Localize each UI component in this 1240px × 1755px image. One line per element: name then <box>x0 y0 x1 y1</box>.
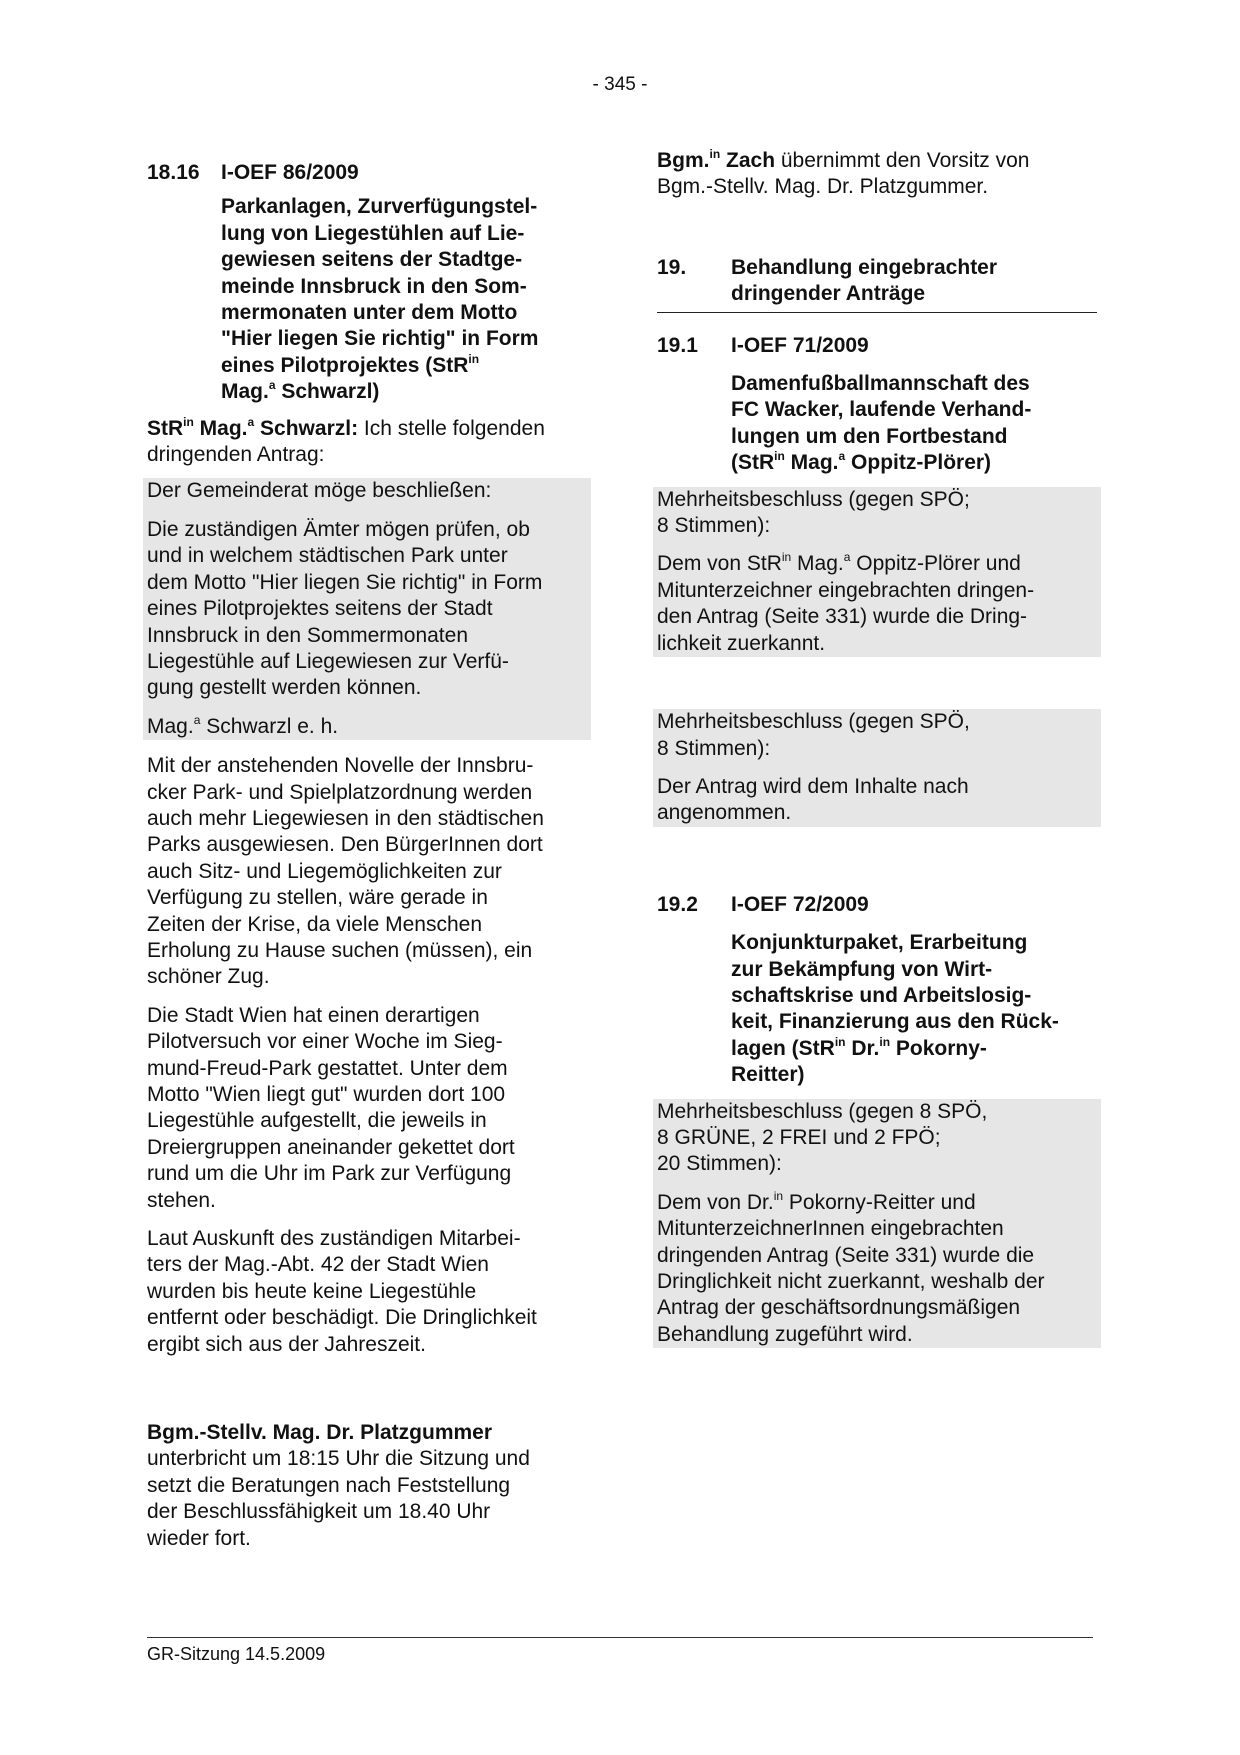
chair-change-note: Bgm.$^{in}$ Zach übernimmt den Vorsitz von Bgm.-Stellv. Mag. Dr. Platzgummer. <box>657 147 1030 199</box>
section-title: dringender Anträge <box>731 282 926 306</box>
section-id: I-OEF 72/2009 <box>731 892 869 916</box>
section-19-2-heading <box>657 892 1097 918</box>
title-line: lung von Liegestühlen auf Lie- <box>221 221 525 245</box>
title-line: gewiesen seitens der Stadtge- <box>221 248 523 272</box>
justification-paragraph-3: Laut Auskunft des zuständigen Mitarbei- ters der Mag.-Abt. 42 der Stadt Wien wurden bis heute keine Liegestühle entfernt oder beschädigt. Die Dringlichkeit ergibt sich aus der Jahreszeit. <box>147 1227 537 1356</box>
footer-text: GR-Sitzung 14.5.2009 <box>147 1644 326 1664</box>
title-line: Mag.$^a$ Schwarzl) <box>221 378 380 404</box>
section-number: 19.1 <box>657 333 698 357</box>
title-line: Parkanlagen, Zurverfügungstel- <box>221 195 538 219</box>
motion-text: Die zuständigen Ämter mögen prüfen, ob und in welchem städtischen Park unter dem Motto "Hier liegen Sie richtig" in Form eines Pilotprojektes seitens der Stadt Innsbruck in den Sommermonaten Liegestühle auf Liegewiesen zur Verfü- gung gestellt werden können. <box>147 517 543 700</box>
motion-lead: Der Gemeinderat möge beschließen: <box>147 479 492 503</box>
vote-result: Mehrheitsbeschluss (gegen SPÖ, 8 Stimmen): <box>657 710 970 760</box>
section-19-heading <box>657 255 1097 313</box>
left-column <box>147 160 587 1552</box>
section-18-16-title <box>147 194 587 405</box>
section-19-1-title: Damenfußballmannschaft des FC Wacker, laufende Verhand- lungen um den Fortbestand (StR$^{in}$ Mag.$^a$ Oppitz-Plörer) <box>731 372 1032 475</box>
justification-paragraph-1: Mit der anstehenden Novelle der Innsbru- cker Park- und Spielplatzordnung werden auch mehr Liegewiesen in den städtischen Parks ausgewiesen. Den BürgerInnen dort auch Sitz- und Liegemöglichkeiten zur Verfügung zu stellen, wäre gerade in Zeiten der Krise, da viele Menschen Erholung zu Hause suchen (müssen), ein schöner Zug. <box>147 754 544 989</box>
resolution-box-urgency <box>653 487 1101 657</box>
title-line: eines Pilotprojektes (StR$^{in}$ <box>221 351 480 377</box>
section-number: 19. <box>657 255 687 279</box>
section-19-2-title: Konjunkturpaket, Erarbeitung zur Bekämpfung von Wirt- schaftskrise und Arbeitslosig- keit, Finanzierung aus den Rück- lagen (StR$^{in}$ Dr.$^{in}$ Pokorny- Reitter) <box>731 931 1059 1087</box>
resolution-text: Dem von StR$^{in}$ Mag.$^a$ Oppitz-Plörer und Mitunterzeichner eingebrachten dringen- den Antrag (Seite 331) wurde die Dring- lichkeit zuerkannt. <box>657 550 1035 655</box>
session-break-note: Bgm.-Stellv. Mag. Dr. Platzgummer unterbricht um 18:15 Uhr die Sitzung und setzt die Beratungen nach Feststellung der Beschlussfähigkeit um 18.40 Uhr wieder fort. <box>147 1421 530 1550</box>
section-19-1-heading <box>657 333 1097 359</box>
section-title: Behandlung eingebrachter <box>731 255 998 279</box>
page-number: - 345 - <box>592 74 648 95</box>
section-18-16-heading <box>147 160 587 186</box>
section-id: I-OEF 86/2009 <box>221 161 359 184</box>
section-id: I-OEF 71/2009 <box>731 333 869 357</box>
right-column <box>657 148 1097 1348</box>
motion-box <box>143 478 591 740</box>
footer-rule <box>147 1637 1093 1638</box>
vote-result: Mehrheitsbeschluss (gegen SPÖ; 8 Stimmen): <box>657 487 970 538</box>
resolution-text: Dem von Dr.$^{in}$ Pokorny-Reitter und MitunterzeichnerInnen eingebrachten dringenden Antrag (Seite 331) wurde die Dringlichkeit nicht zuerkannt, weshalb der Antrag der geschäftsordnungsmäßigen Behandlung zugeführt wird. <box>657 1188 1045 1346</box>
title-line: mermonaten unter dem Motto <box>221 301 518 325</box>
resolution-box-content <box>653 709 1101 827</box>
title-line: meinde Innsbruck in den Som- <box>221 274 527 298</box>
motion-signature: Mag.$^a$ Schwarzl e. h. <box>147 712 339 738</box>
title-line: "Hier liegen Sie richtig" in Form <box>221 327 539 351</box>
resolution-text: Der Antrag wird dem Inhalte nach angenommen. <box>657 774 969 825</box>
vote-result: Mehrheitsbeschluss (gegen 8 SPÖ, 8 GRÜNE, 2 FREI und 2 FPÖ; 20 Stimmen): <box>657 1099 988 1176</box>
section-number: 19.2 <box>657 892 698 916</box>
section-number: 18.16 <box>147 161 200 184</box>
motion-intro: StR$^{in}$ Mag.$^a$ Schwarzl: Ich stelle folgenden dringenden Antrag: <box>147 414 545 467</box>
justification-paragraph-2: Die Stadt Wien hat einen derartigen Pilotversuch vor einer Woche im Sieg- mund-Freud-Park gestattet. Unter dem Motto "Wien liegt gut" wurden dort 100 Liegestühle aufgestellt, die jeweils in Dreiergruppen aneinander gekettet dort rund um die Uhr im Park zur Verfügung stehen. <box>147 1003 515 1212</box>
resolution-box-19-2 <box>653 1099 1101 1349</box>
